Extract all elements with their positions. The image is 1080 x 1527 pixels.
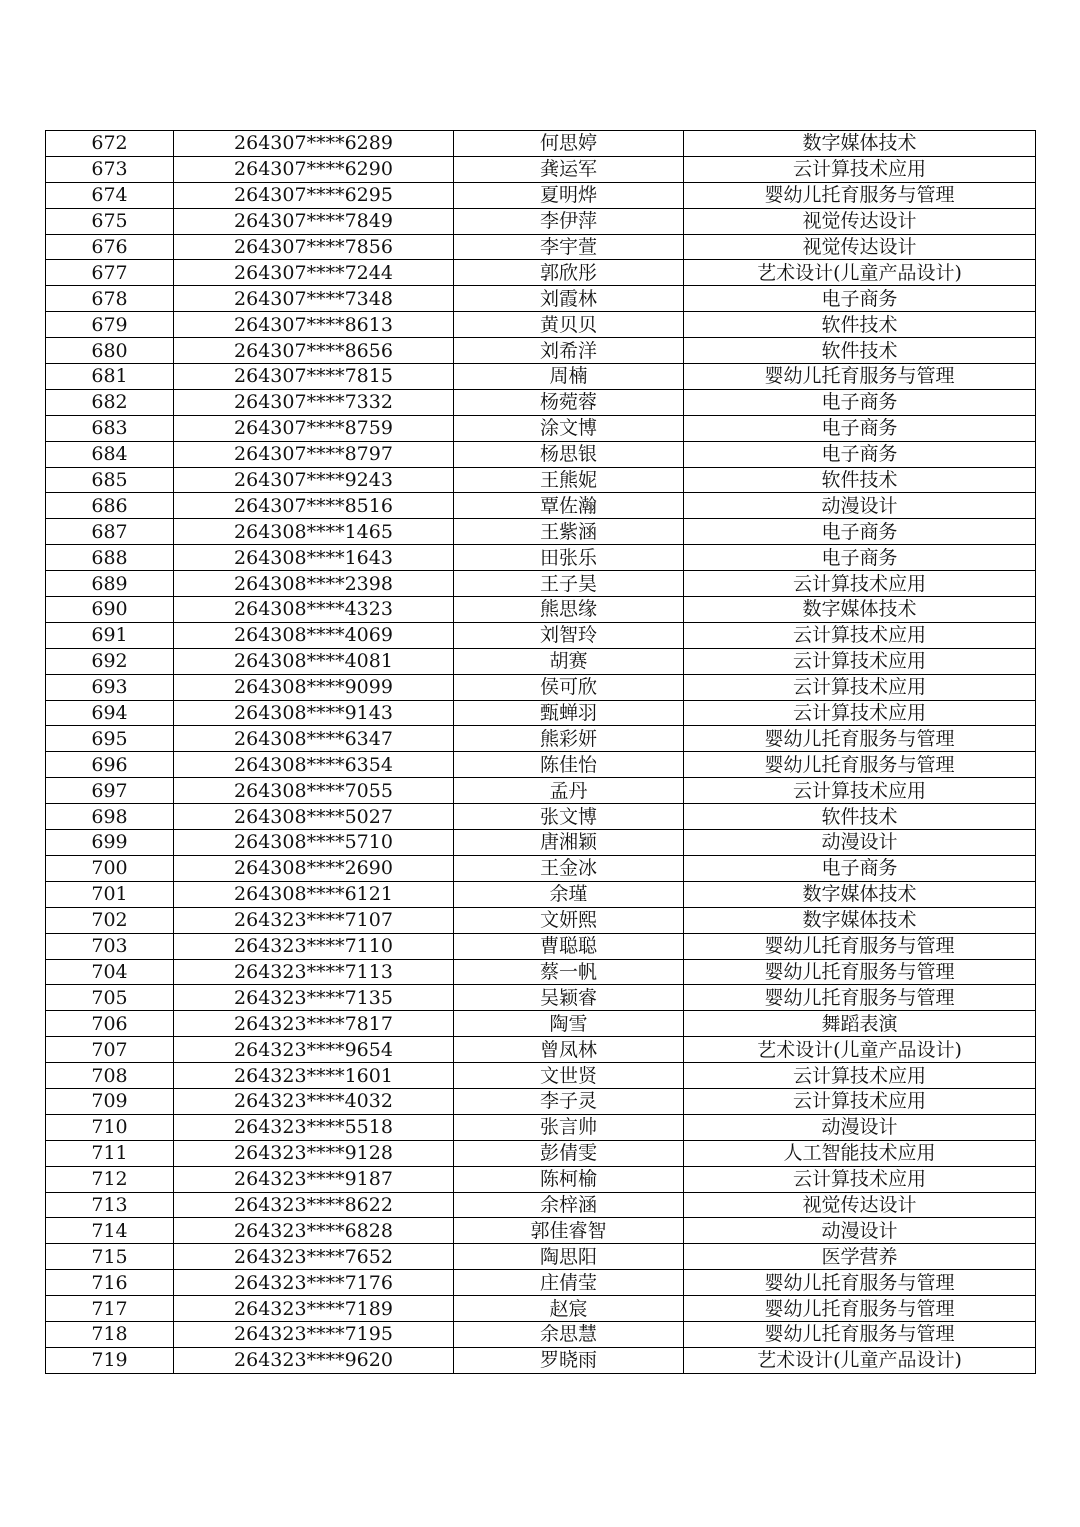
table-row bbox=[46, 493, 1036, 519]
serial-number-cell: 715 bbox=[46, 1244, 174, 1270]
id-number-cell: 264323****9128 bbox=[174, 1140, 454, 1166]
serial-number-cell: 705 bbox=[46, 985, 174, 1011]
serial-number-cell: 716 bbox=[46, 1270, 174, 1296]
major-cell: 云计算技术应用 bbox=[684, 156, 1036, 182]
major-cell: 电子商务 bbox=[684, 855, 1036, 881]
major-cell: 婴幼儿托育服务与管理 bbox=[684, 933, 1036, 959]
id-number-cell: 264308****5027 bbox=[174, 804, 454, 830]
table-row bbox=[46, 1140, 1036, 1166]
serial-number-cell: 692 bbox=[46, 648, 174, 674]
id-number-cell: 264308****7055 bbox=[174, 778, 454, 804]
id-number-cell: 264307****7815 bbox=[174, 364, 454, 390]
id-number-cell: 264323****9620 bbox=[174, 1347, 454, 1373]
major-cell: 数字媒体技术 bbox=[684, 597, 1036, 623]
serial-number-cell: 672 bbox=[46, 131, 174, 157]
id-number-cell: 264308****4081 bbox=[174, 648, 454, 674]
student-name-cell: 黄贝贝 bbox=[454, 312, 684, 338]
id-number-cell: 264308****4069 bbox=[174, 622, 454, 648]
table-row bbox=[46, 855, 1036, 881]
student-name-cell: 龚运军 bbox=[454, 156, 684, 182]
table-row bbox=[46, 726, 1036, 752]
student-name-cell: 甄蝉羽 bbox=[454, 700, 684, 726]
table-row bbox=[46, 182, 1036, 208]
student-name-cell: 王子昊 bbox=[454, 571, 684, 597]
major-cell: 医学营养 bbox=[684, 1244, 1036, 1270]
table-row bbox=[46, 208, 1036, 234]
major-cell: 动漫设计 bbox=[684, 830, 1036, 856]
id-number-cell: 264323****7176 bbox=[174, 1270, 454, 1296]
serial-number-cell: 696 bbox=[46, 752, 174, 778]
student-name-cell: 张言帅 bbox=[454, 1114, 684, 1140]
table-row bbox=[46, 338, 1036, 364]
table-row bbox=[46, 364, 1036, 390]
major-cell: 婴幼儿托育服务与管理 bbox=[684, 752, 1036, 778]
student-name-cell: 余思慧 bbox=[454, 1321, 684, 1347]
id-number-cell: 264323****6828 bbox=[174, 1218, 454, 1244]
serial-number-cell: 711 bbox=[46, 1140, 174, 1166]
serial-number-cell: 682 bbox=[46, 389, 174, 415]
table-row bbox=[46, 959, 1036, 985]
id-number-cell: 264308****1465 bbox=[174, 519, 454, 545]
serial-number-cell: 709 bbox=[46, 1088, 174, 1114]
table-row bbox=[46, 674, 1036, 700]
serial-number-cell: 686 bbox=[46, 493, 174, 519]
major-cell: 动漫设计 bbox=[684, 1218, 1036, 1244]
student-name-cell: 王紫涵 bbox=[454, 519, 684, 545]
table-row bbox=[46, 156, 1036, 182]
table-row bbox=[46, 415, 1036, 441]
table-row bbox=[46, 622, 1036, 648]
student-name-cell: 蔡一帆 bbox=[454, 959, 684, 985]
serial-number-cell: 693 bbox=[46, 674, 174, 700]
serial-number-cell: 704 bbox=[46, 959, 174, 985]
serial-number-cell: 703 bbox=[46, 933, 174, 959]
student-name-cell: 陶思阳 bbox=[454, 1244, 684, 1270]
major-cell: 婴幼儿托育服务与管理 bbox=[684, 364, 1036, 390]
student-name-cell: 文世贤 bbox=[454, 1063, 684, 1089]
id-number-cell: 264323****7135 bbox=[174, 985, 454, 1011]
table-row bbox=[46, 545, 1036, 571]
id-number-cell: 264308****4323 bbox=[174, 597, 454, 623]
major-cell: 婴幼儿托育服务与管理 bbox=[684, 1321, 1036, 1347]
serial-number-cell: 708 bbox=[46, 1063, 174, 1089]
student-name-cell: 杨菀蓉 bbox=[454, 389, 684, 415]
serial-number-cell: 680 bbox=[46, 338, 174, 364]
table-row bbox=[46, 1218, 1036, 1244]
id-number-cell: 264307****7348 bbox=[174, 286, 454, 312]
serial-number-cell: 679 bbox=[46, 312, 174, 338]
serial-number-cell: 717 bbox=[46, 1296, 174, 1322]
major-cell: 数字媒体技术 bbox=[684, 907, 1036, 933]
id-number-cell: 264308****6347 bbox=[174, 726, 454, 752]
id-number-cell: 264308****6354 bbox=[174, 752, 454, 778]
table-row bbox=[46, 700, 1036, 726]
id-number-cell: 264307****8656 bbox=[174, 338, 454, 364]
major-cell: 艺术设计(儿童产品设计) bbox=[684, 1347, 1036, 1373]
major-cell: 婴幼儿托育服务与管理 bbox=[684, 726, 1036, 752]
major-cell: 云计算技术应用 bbox=[684, 700, 1036, 726]
major-cell: 动漫设计 bbox=[684, 1114, 1036, 1140]
table-row bbox=[46, 1063, 1036, 1089]
serial-number-cell: 681 bbox=[46, 364, 174, 390]
table-row bbox=[46, 519, 1036, 545]
serial-number-cell: 674 bbox=[46, 182, 174, 208]
major-cell: 软件技术 bbox=[684, 467, 1036, 493]
student-name-cell: 赵宸 bbox=[454, 1296, 684, 1322]
major-cell: 云计算技术应用 bbox=[684, 778, 1036, 804]
table-row bbox=[46, 1088, 1036, 1114]
id-number-cell: 264323****7113 bbox=[174, 959, 454, 985]
serial-number-cell: 678 bbox=[46, 286, 174, 312]
serial-number-cell: 684 bbox=[46, 441, 174, 467]
major-cell: 婴幼儿托育服务与管理 bbox=[684, 985, 1036, 1011]
table-row bbox=[46, 1347, 1036, 1373]
student-name-cell: 李子灵 bbox=[454, 1088, 684, 1114]
student-name-cell: 文妍熙 bbox=[454, 907, 684, 933]
student-name-cell: 李伊萍 bbox=[454, 208, 684, 234]
serial-number-cell: 713 bbox=[46, 1192, 174, 1218]
table-row bbox=[46, 389, 1036, 415]
id-number-cell: 264323****5518 bbox=[174, 1114, 454, 1140]
student-name-cell: 周楠 bbox=[454, 364, 684, 390]
major-cell: 婴幼儿托育服务与管理 bbox=[684, 959, 1036, 985]
table-row bbox=[46, 131, 1036, 157]
id-number-cell: 264308****6121 bbox=[174, 881, 454, 907]
major-cell: 电子商务 bbox=[684, 545, 1036, 571]
serial-number-cell: 697 bbox=[46, 778, 174, 804]
major-cell: 电子商务 bbox=[684, 519, 1036, 545]
id-number-cell: 264308****9143 bbox=[174, 700, 454, 726]
major-cell: 云计算技术应用 bbox=[684, 571, 1036, 597]
id-number-cell: 264307****9243 bbox=[174, 467, 454, 493]
student-name-cell: 何思婷 bbox=[454, 131, 684, 157]
serial-number-cell: 694 bbox=[46, 700, 174, 726]
major-cell: 视觉传达设计 bbox=[684, 1192, 1036, 1218]
table-row bbox=[46, 1114, 1036, 1140]
id-number-cell: 264323****9654 bbox=[174, 1037, 454, 1063]
id-number-cell: 264307****7849 bbox=[174, 208, 454, 234]
table-row bbox=[46, 778, 1036, 804]
student-name-cell: 陈佳怡 bbox=[454, 752, 684, 778]
id-number-cell: 264323****4032 bbox=[174, 1088, 454, 1114]
major-cell: 数字媒体技术 bbox=[684, 881, 1036, 907]
serial-number-cell: 673 bbox=[46, 156, 174, 182]
serial-number-cell: 688 bbox=[46, 545, 174, 571]
major-cell: 云计算技术应用 bbox=[684, 622, 1036, 648]
major-cell: 电子商务 bbox=[684, 389, 1036, 415]
major-cell: 电子商务 bbox=[684, 441, 1036, 467]
serial-number-cell: 675 bbox=[46, 208, 174, 234]
serial-number-cell: 718 bbox=[46, 1321, 174, 1347]
major-cell: 云计算技术应用 bbox=[684, 1088, 1036, 1114]
serial-number-cell: 707 bbox=[46, 1037, 174, 1063]
id-number-cell: 264323****7110 bbox=[174, 933, 454, 959]
student-name-cell: 吴颖睿 bbox=[454, 985, 684, 1011]
table-row bbox=[46, 1296, 1036, 1322]
id-number-cell: 264307****6295 bbox=[174, 182, 454, 208]
serial-number-cell: 689 bbox=[46, 571, 174, 597]
roster-body bbox=[46, 131, 1036, 1374]
major-cell: 视觉传达设计 bbox=[684, 208, 1036, 234]
major-cell: 数字媒体技术 bbox=[684, 131, 1036, 157]
table-row bbox=[46, 907, 1036, 933]
table-row bbox=[46, 985, 1036, 1011]
student-name-cell: 曹聪聪 bbox=[454, 933, 684, 959]
id-number-cell: 264307****8613 bbox=[174, 312, 454, 338]
table-row bbox=[46, 1192, 1036, 1218]
table-row bbox=[46, 804, 1036, 830]
serial-number-cell: 676 bbox=[46, 234, 174, 260]
table-row bbox=[46, 830, 1036, 856]
serial-number-cell: 700 bbox=[46, 855, 174, 881]
student-name-cell: 熊彩妍 bbox=[454, 726, 684, 752]
serial-number-cell: 691 bbox=[46, 622, 174, 648]
id-number-cell: 264307****6290 bbox=[174, 156, 454, 182]
serial-number-cell: 712 bbox=[46, 1166, 174, 1192]
major-cell: 云计算技术应用 bbox=[684, 1063, 1036, 1089]
student-name-cell: 刘智玲 bbox=[454, 622, 684, 648]
id-number-cell: 264323****7107 bbox=[174, 907, 454, 933]
student-name-cell: 罗晓雨 bbox=[454, 1347, 684, 1373]
id-number-cell: 264307****8516 bbox=[174, 493, 454, 519]
student-name-cell: 庄倩莹 bbox=[454, 1270, 684, 1296]
student-name-cell: 张文博 bbox=[454, 804, 684, 830]
major-cell: 视觉传达设计 bbox=[684, 234, 1036, 260]
id-number-cell: 264323****7652 bbox=[174, 1244, 454, 1270]
major-cell: 电子商务 bbox=[684, 286, 1036, 312]
student-name-cell: 田张乐 bbox=[454, 545, 684, 571]
serial-number-cell: 698 bbox=[46, 804, 174, 830]
major-cell: 电子商务 bbox=[684, 415, 1036, 441]
major-cell: 云计算技术应用 bbox=[684, 674, 1036, 700]
major-cell: 艺术设计(儿童产品设计) bbox=[684, 1037, 1036, 1063]
student-name-cell: 侯可欣 bbox=[454, 674, 684, 700]
table-row bbox=[46, 752, 1036, 778]
student-name-cell: 熊思缘 bbox=[454, 597, 684, 623]
id-number-cell: 264323****7189 bbox=[174, 1296, 454, 1322]
table-row bbox=[46, 933, 1036, 959]
serial-number-cell: 685 bbox=[46, 467, 174, 493]
table-row bbox=[46, 1011, 1036, 1037]
major-cell: 婴幼儿托育服务与管理 bbox=[684, 1270, 1036, 1296]
major-cell: 软件技术 bbox=[684, 312, 1036, 338]
student-name-cell: 杨思银 bbox=[454, 441, 684, 467]
table-row bbox=[46, 1166, 1036, 1192]
id-number-cell: 264307****8759 bbox=[174, 415, 454, 441]
major-cell: 婴幼儿托育服务与管理 bbox=[684, 182, 1036, 208]
id-number-cell: 264308****2398 bbox=[174, 571, 454, 597]
serial-number-cell: 695 bbox=[46, 726, 174, 752]
student-name-cell: 陶雪 bbox=[454, 1011, 684, 1037]
id-number-cell: 264323****7817 bbox=[174, 1011, 454, 1037]
student-name-cell: 覃佐瀚 bbox=[454, 493, 684, 519]
serial-number-cell: 701 bbox=[46, 881, 174, 907]
student-name-cell: 郭佳睿智 bbox=[454, 1218, 684, 1244]
id-number-cell: 264307****7332 bbox=[174, 389, 454, 415]
id-number-cell: 264308****5710 bbox=[174, 830, 454, 856]
table-row bbox=[46, 234, 1036, 260]
student-name-cell: 彭倩雯 bbox=[454, 1140, 684, 1166]
id-number-cell: 264307****8797 bbox=[174, 441, 454, 467]
student-name-cell: 李宇萱 bbox=[454, 234, 684, 260]
table-row bbox=[46, 1244, 1036, 1270]
serial-number-cell: 706 bbox=[46, 1011, 174, 1037]
id-number-cell: 264308****1643 bbox=[174, 545, 454, 571]
student-name-cell: 郭欣彤 bbox=[454, 260, 684, 286]
student-name-cell: 刘霞林 bbox=[454, 286, 684, 312]
id-number-cell: 264307****6289 bbox=[174, 131, 454, 157]
student-roster-table bbox=[45, 130, 1036, 1374]
id-number-cell: 264307****7856 bbox=[174, 234, 454, 260]
major-cell: 艺术设计(儿童产品设计) bbox=[684, 260, 1036, 286]
major-cell: 云计算技术应用 bbox=[684, 1166, 1036, 1192]
serial-number-cell: 677 bbox=[46, 260, 174, 286]
serial-number-cell: 714 bbox=[46, 1218, 174, 1244]
major-cell: 软件技术 bbox=[684, 338, 1036, 364]
student-name-cell: 曾凤林 bbox=[454, 1037, 684, 1063]
table-row bbox=[46, 286, 1036, 312]
id-number-cell: 264323****8622 bbox=[174, 1192, 454, 1218]
student-name-cell: 余梓涵 bbox=[454, 1192, 684, 1218]
student-name-cell: 涂文博 bbox=[454, 415, 684, 441]
major-cell: 动漫设计 bbox=[684, 493, 1036, 519]
id-number-cell: 264308****9099 bbox=[174, 674, 454, 700]
table-row bbox=[46, 260, 1036, 286]
serial-number-cell: 702 bbox=[46, 907, 174, 933]
table-row bbox=[46, 597, 1036, 623]
serial-number-cell: 690 bbox=[46, 597, 174, 623]
student-name-cell: 王熊妮 bbox=[454, 467, 684, 493]
id-number-cell: 264307****7244 bbox=[174, 260, 454, 286]
table-row bbox=[46, 881, 1036, 907]
major-cell: 人工智能技术应用 bbox=[684, 1140, 1036, 1166]
table-row bbox=[46, 571, 1036, 597]
student-name-cell: 余瑾 bbox=[454, 881, 684, 907]
table-row bbox=[46, 1037, 1036, 1063]
table-row bbox=[46, 648, 1036, 674]
student-name-cell: 陈柯榆 bbox=[454, 1166, 684, 1192]
table-row bbox=[46, 467, 1036, 493]
student-name-cell: 王金冰 bbox=[454, 855, 684, 881]
id-number-cell: 264323****9187 bbox=[174, 1166, 454, 1192]
student-name-cell: 孟丹 bbox=[454, 778, 684, 804]
serial-number-cell: 683 bbox=[46, 415, 174, 441]
student-name-cell: 刘希洋 bbox=[454, 338, 684, 364]
id-number-cell: 264323****7195 bbox=[174, 1321, 454, 1347]
major-cell: 舞蹈表演 bbox=[684, 1011, 1036, 1037]
major-cell: 软件技术 bbox=[684, 804, 1036, 830]
serial-number-cell: 699 bbox=[46, 830, 174, 856]
student-name-cell: 夏明烨 bbox=[454, 182, 684, 208]
table-row bbox=[46, 441, 1036, 467]
major-cell: 婴幼儿托育服务与管理 bbox=[684, 1296, 1036, 1322]
id-number-cell: 264323****1601 bbox=[174, 1063, 454, 1089]
table-row bbox=[46, 312, 1036, 338]
major-cell: 云计算技术应用 bbox=[684, 648, 1036, 674]
serial-number-cell: 687 bbox=[46, 519, 174, 545]
id-number-cell: 264308****2690 bbox=[174, 855, 454, 881]
serial-number-cell: 710 bbox=[46, 1114, 174, 1140]
student-name-cell: 唐湘颖 bbox=[454, 830, 684, 856]
student-name-cell: 胡赛 bbox=[454, 648, 684, 674]
serial-number-cell: 719 bbox=[46, 1347, 174, 1373]
table-row bbox=[46, 1270, 1036, 1296]
table-row bbox=[46, 1321, 1036, 1347]
